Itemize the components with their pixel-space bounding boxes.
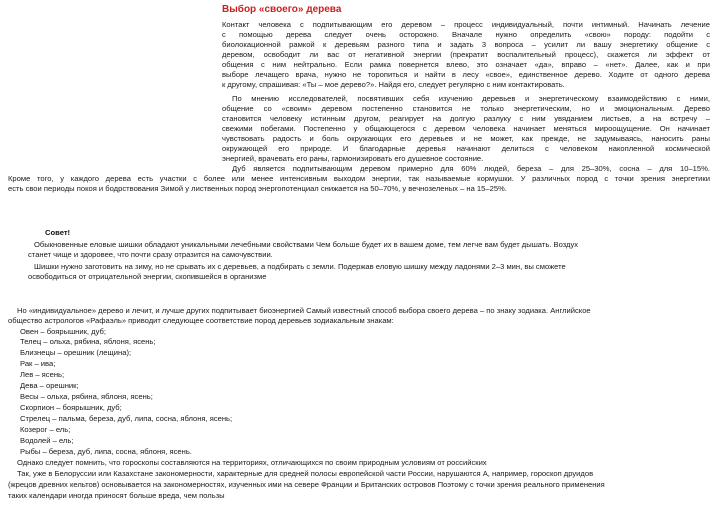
zodiac-list-item: Овен – боярышник, дуб; — [20, 327, 106, 336]
closing-line: Однако следует помнить, что гороскопы составляются на территориях, отличающихся по своим природным условиям от российских — [17, 458, 487, 467]
zodiac-list-item: Водолей – ель; — [20, 436, 74, 445]
intro-line: становится человеку истинным другом, реагирует на долгую разлуку с ним увяданием листьев, а на встречу – — [222, 114, 710, 123]
intro-line: окружающей его природе. И благодарные деревья начинают делиться с человеком накопленной космической — [222, 144, 710, 153]
wide-line: есть свои периоды покоя и бодрствования Зимой у лиственных пород энергопотенциал снижается на 50–70%, у вечнозеленых – на 15–25%. — [8, 184, 507, 193]
intro-line: чувствовать радость и боль окружающих его деревьев и не может, как прежде, не задумываясь, наносить раны — [222, 134, 710, 143]
intro-line: Дуб является подпитывающим деревом примерно для 60% людей, береза – для 25–30%, сосна – для 10–15%. — [232, 164, 710, 173]
wide-line: Кроме того, у каждого дерева есть участки с более или менее интенсивным выходом энергии, так называемые кормушки. У различных пород с точки зрения энергетики — [8, 174, 710, 183]
intro-line: деревом, освободит ли вас от негативной энергии (прекратит воспалительный процесс), скажется ли эффект от — [222, 50, 710, 59]
closing-line: таких календари иногда приносят больше вреда, чем пользы — [8, 491, 225, 500]
intro-line: общение со «своим» деревом постепенно становится не только энергетическим, но и эмоциональным. Дерево — [222, 104, 710, 113]
intro-line: с помощью дерева следует очень осторожно. Вначале нужно определить «свою» породу: подойти с — [222, 30, 710, 39]
page-title: Выбор «своего» дерева — [222, 4, 342, 15]
intro-line: энергией, врачевать его раны, гармонизировать его душевное состояние. — [222, 154, 484, 163]
zodiac-list-item: Рак – ива; — [20, 359, 56, 368]
intro-line: Контакт человека с подпитывающим его деревом – процесс индивидуальный, почти интимный. Начинать лечение — [222, 20, 710, 29]
zodiac-list-item: Лев – ясень; — [20, 370, 65, 379]
intro-line: общения с ним нейтрально. Если рамка повернется влево, это означает «да», вправо – «нет». Далее, как и при — [222, 60, 710, 69]
advice-line: Обыкновенные еловые шишки обладают уникальными лечебными свойствами Чем больше будет их в вашем доме, тем легче вам будет дышать. Воздух — [34, 240, 579, 249]
advice-line: Шишки нужно заготовить на зиму, но не срывать их с деревьев, а подбирать с земли. Подержав еловую шишку между ладонями 2–3 мин, вы сможете — [34, 262, 566, 271]
closing-line: Так, уже в Белоруссии или Казахстане закономерности, характерные для средней полосы европейской части России, нарушаются А, например, гороскоп друидов — [17, 469, 594, 478]
intro-line: выборе лечащего врача, нужно не торопиться и найти в лесу «свое», единственное дерево. Ходите от одного дерева — [222, 70, 710, 79]
zodiac-list-item: Козерог – ель; — [20, 425, 71, 434]
zodiac-list-item: Дева – орешник; — [20, 381, 79, 390]
intro-line: свежими побегами. Постепенно у общающегося с деревом человека начинает меняться мироощущение. Он начинает — [222, 124, 710, 133]
advice-line: станет чище и здоровее, что почти сразу отразится на самочувствии. — [28, 250, 273, 259]
zodiac-list-item: Скорпион – боярышник, дуб; — [20, 403, 122, 412]
intro-line: к другому, спрашивая: «Ты – мое дерево?». Найдя его, следует регулярно с ним контактировать. — [222, 80, 565, 89]
advice-heading: Совет! — [45, 228, 71, 237]
zodiac-intro-line: Но «индивидуальное» дерево и лечит, и лучше других подпитывает биоэнергией Самый известный способ выбора своего дерева – по знаку зодиака. Английское — [17, 306, 591, 315]
intro-line: По мнению исследователей, посвятивших себя изучению деревьев и энергетическому взаимодействию с ними, — [232, 94, 710, 103]
closing-line: (жрецов древних кельтов) основывается на закономерностях, изученных ими на севере Франции и Британских островов Поэтому с точки зрения реального применения — [8, 480, 605, 489]
advice-line: освободиться от отрицательной энергии, скопившейся в организме — [28, 272, 267, 281]
zodiac-list-item: Близнецы – орешник (лещина); — [20, 348, 132, 357]
zodiac-list-item: Рыбы – береза, дуб, липа, сосна, яблоня, ясень. — [20, 447, 192, 456]
intro-line: биолокационной рамкой к деревьям разного типа и задать 3 вопроса – усилит ли вашу энергетику общение с — [222, 40, 710, 49]
zodiac-list-item: Стрелец – пальма, береза, дуб, липа, сосна, яблоня, ясень; — [20, 414, 233, 423]
zodiac-intro-line: общество астрологов «Рафаэль» приводит следующее соответствие пород деревьев зодиакальным знакам: — [8, 316, 394, 325]
zodiac-list-item: Весы – ольха, рябина, яблоня, ясень; — [20, 392, 153, 401]
zodiac-list-item: Телец – ольха, рябина, яблоня, ясень; — [20, 337, 156, 346]
